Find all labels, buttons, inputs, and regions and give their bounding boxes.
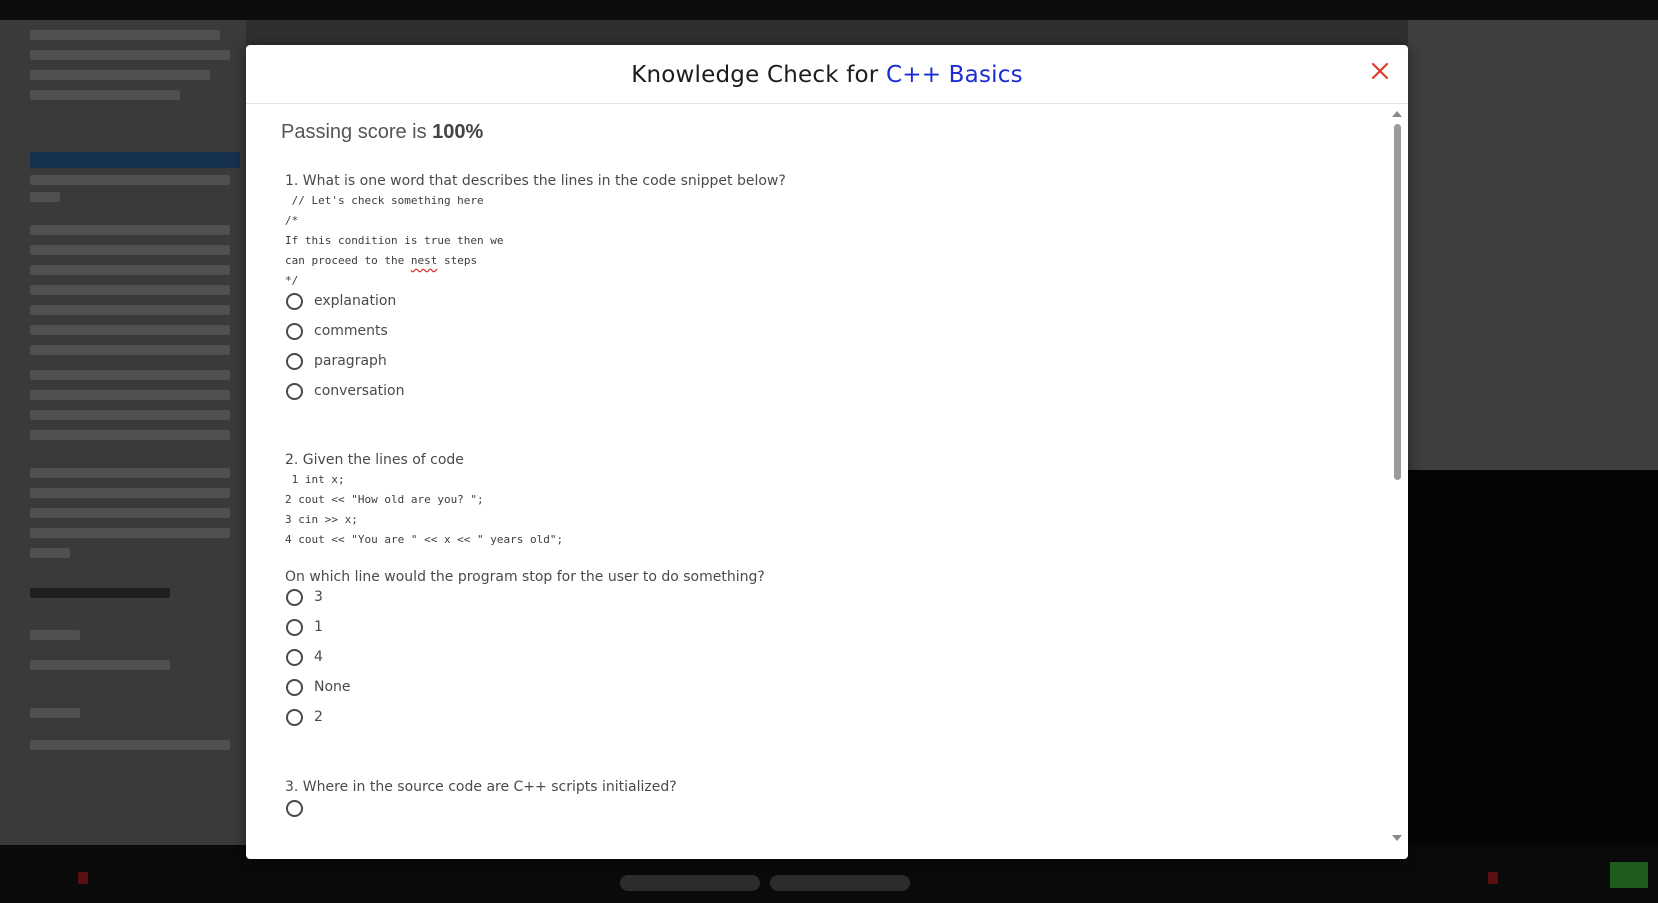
code-line: If this condition is true then we: [285, 234, 504, 247]
question-2-option-1[interactable]: [286, 616, 323, 638]
modal-scrollbar[interactable]: [1386, 104, 1408, 859]
question-2-option-3[interactable]: [286, 586, 323, 608]
option-label: comments: [314, 323, 388, 339]
radio-button[interactable]: [286, 800, 303, 817]
radio-button[interactable]: [286, 383, 303, 400]
knowledge-check-modal: [246, 45, 1408, 859]
code-line: 3 cin >> x;: [285, 513, 358, 526]
question-1-option-conversation[interactable]: [286, 380, 404, 402]
option-label: 4: [314, 649, 323, 665]
code-line-tail: steps: [437, 254, 478, 267]
question-1-option-explanation[interactable]: [286, 290, 396, 312]
code-line: 1 int x;: [285, 473, 345, 486]
code-line: /*: [285, 214, 299, 227]
scrollbar-thumb[interactable]: [1394, 124, 1401, 480]
misspelled-word: nest: [410, 254, 438, 267]
question-2-option-2[interactable]: [286, 706, 323, 728]
scroll-up-arrow-icon[interactable]: [1392, 111, 1402, 117]
close-icon[interactable]: [1371, 62, 1389, 80]
modal-title-course: C++ Basics: [885, 62, 1023, 88]
radio-button[interactable]: [286, 709, 303, 726]
option-label: None: [314, 679, 351, 695]
option-label: conversation: [314, 383, 405, 399]
modal-title: [631, 62, 1023, 88]
question-3-option-1[interactable]: [286, 797, 303, 819]
radio-button[interactable]: [286, 619, 303, 636]
background-console-panel: [1408, 470, 1658, 845]
question-1-option-paragraph[interactable]: [286, 350, 387, 372]
option-label: 1: [314, 619, 323, 635]
radio-button[interactable]: [286, 589, 303, 606]
code-line: 4 cout << "You are " << x << " years old";: [285, 533, 564, 546]
code-line: 2 cout << "How old are you? ";: [285, 493, 484, 506]
option-label: 3: [314, 589, 323, 605]
radio-button[interactable]: [286, 293, 303, 310]
modal-body[interactable]: [246, 104, 1386, 859]
question-2-text: 2. Given the lines of code: [285, 452, 464, 468]
question-1-text: 1. What is one word that describes the lines in the code snippet below?: [285, 173, 786, 189]
question-2-option-4[interactable]: [286, 646, 323, 668]
code-line: */: [285, 274, 299, 287]
question-2-code: [285, 470, 563, 550]
radio-button[interactable]: [286, 353, 303, 370]
close-button[interactable]: [1366, 57, 1394, 85]
background-article: [0, 20, 246, 845]
question-1-option-comments[interactable]: [286, 320, 388, 342]
passing-score-value: 100%: [432, 121, 484, 143]
scroll-down-arrow-icon[interactable]: [1392, 835, 1402, 841]
question-1-code: [285, 191, 504, 291]
option-label: paragraph: [314, 353, 387, 369]
question-2-option-none[interactable]: [286, 676, 351, 698]
code-line: // Let's check something here: [285, 194, 484, 207]
question-3-text: 3. Where in the source code are C++ scripts initialized?: [285, 779, 677, 795]
radio-button[interactable]: [286, 649, 303, 666]
code-line: can proceed to the: [285, 254, 411, 267]
question-2-prompt: On which line would the program stop for the user to do something?: [285, 569, 765, 585]
passing-score: [281, 121, 483, 144]
radio-button[interactable]: [286, 323, 303, 340]
modal-header: [246, 45, 1408, 104]
option-label: 2: [314, 709, 323, 725]
passing-score-label: Passing score is: [281, 121, 433, 143]
radio-button[interactable]: [286, 679, 303, 696]
background-green-button: [1610, 862, 1648, 888]
modal-title-prefix: Knowledge Check for: [631, 62, 886, 88]
background-top-bar: [0, 0, 1658, 20]
option-label: explanation: [314, 293, 397, 309]
